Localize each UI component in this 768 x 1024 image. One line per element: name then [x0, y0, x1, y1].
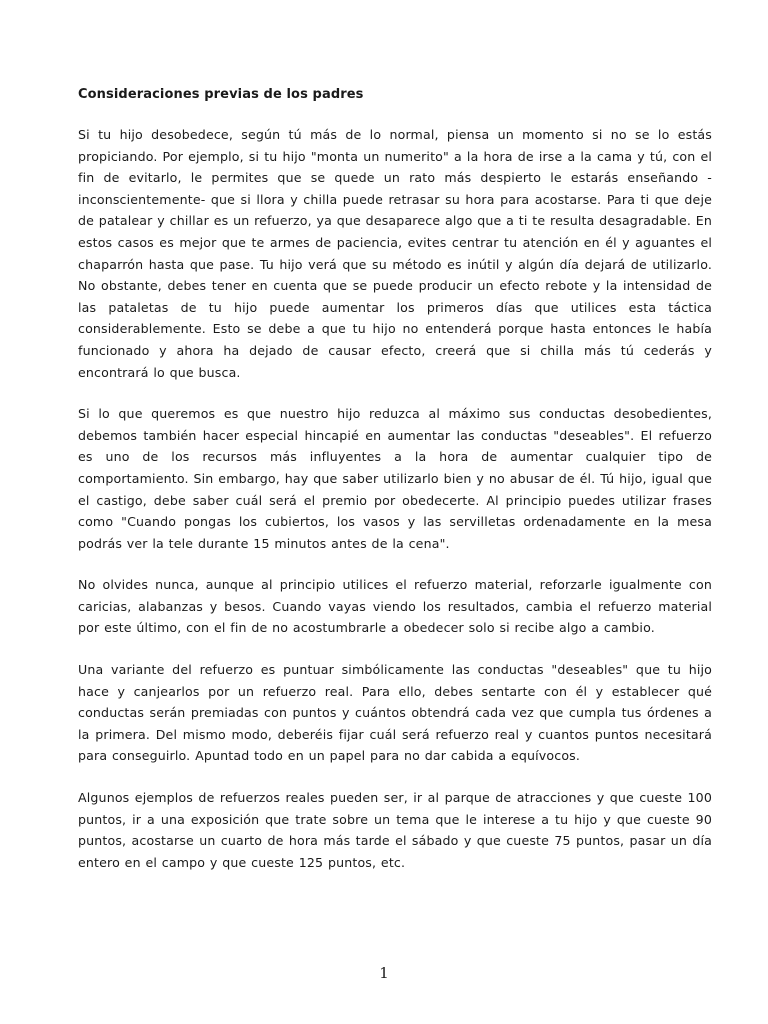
paragraph-1: Si tu hijo desobedece, según tú más de lo normal, piensa un momento si no se lo estás propiciando. Por ejemplo, si tu hijo "monta un numerito" a la hora de irse a la cama y tú, con el fin de evitarlo, le permites que se quede un rato más despierto le estarás enseñando -inconscientemente- que si llora y chilla puede retrasar su hora para acostarse. Para ti que deje de patalear y chillar es un refuerzo, ya que desaparece algo que a ti te resulta desagradable. En estos casos es mejor que te armes de paciencia, evites centrar tu atención en él y aguantes el chaparrón hasta que pase. Tu hijo verá que su método es inútil y algún día dejará de utilizarlo. No obstante, debes tener en cuenta que se puede producir un efecto rebote y la intensidad de las pataletas de tu hijo puede aumentar los primeros días que utilices esta táctica considerablemente. Esto se debe a que tu hijo no entenderá porque hasta entonces le había funcionado y ahora ha dejado de causar efecto, creerá que si chilla más tú cederás y encontrará lo que busca.: [78, 127, 712, 380]
paragraph-3: No olvides nunca, aunque al principio utilices el refuerzo material, reforzarle igualmente con caricias, alabanzas y besos. Cuando vayas viendo los resultados, cambia el refuerzo material por este último, con el fin de no acostumbrarle a obedecer solo si recibe algo a cambio.: [78, 577, 712, 636]
paragraph-2: Si lo que queremos es que nuestro hijo reduzca al máximo sus conductas desobedientes, debemos también hacer especial hincapié en aumentar las conductas "deseables". El refuerzo es uno de los recursos más influyentes a la hora de aumentar cualquier tipo de comportamiento. Sin embargo, hay que saber utilizarlo bien y no abusar de él. Tú hijo, igual que el castigo, debe saber cuál será el premio por obedecerte. Al principio puedes utilizar frases como "Cuando pongas los cubiertos, los vasos y las servilletas ordenadamente en la mesa podrás ver la tele durante 15 minutos antes de la cena".: [78, 406, 712, 551]
section-heading: Consideraciones previas de los padres: [78, 87, 364, 102]
document-body: [78, 84, 712, 893]
paragraph-4: Una variante del refuerzo es puntuar simbólicamente las conductas "deseables" que tu hijo hace y canjearlos por un refuerzo real. Para ello, debes sentarte con él y establecer qué conductas serán premiadas con puntos y cuántos obtendrá cada vez que cumpla tus órdenes a la primera. Del mismo modo, deberéis fijar cuál será refuerzo real y cuantos puntos necesitará para conseguirlo. Apuntad todo en un papel para no dar cabida a equívocos.: [78, 662, 712, 764]
paragraph-5: Algunos ejemplos de refuerzos reales pueden ser, ir al parque de atracciones y que cueste 100 puntos, ir a una exposición que trate sobre un tema que le interese a tu hijo y que cueste 90 puntos, acostarse un cuarto de hora más tarde el sábado y que cueste 75 puntos, pasar un día entero en el campo y que cueste 125 puntos, etc.: [78, 790, 712, 870]
page-number: 1: [379, 964, 389, 982]
